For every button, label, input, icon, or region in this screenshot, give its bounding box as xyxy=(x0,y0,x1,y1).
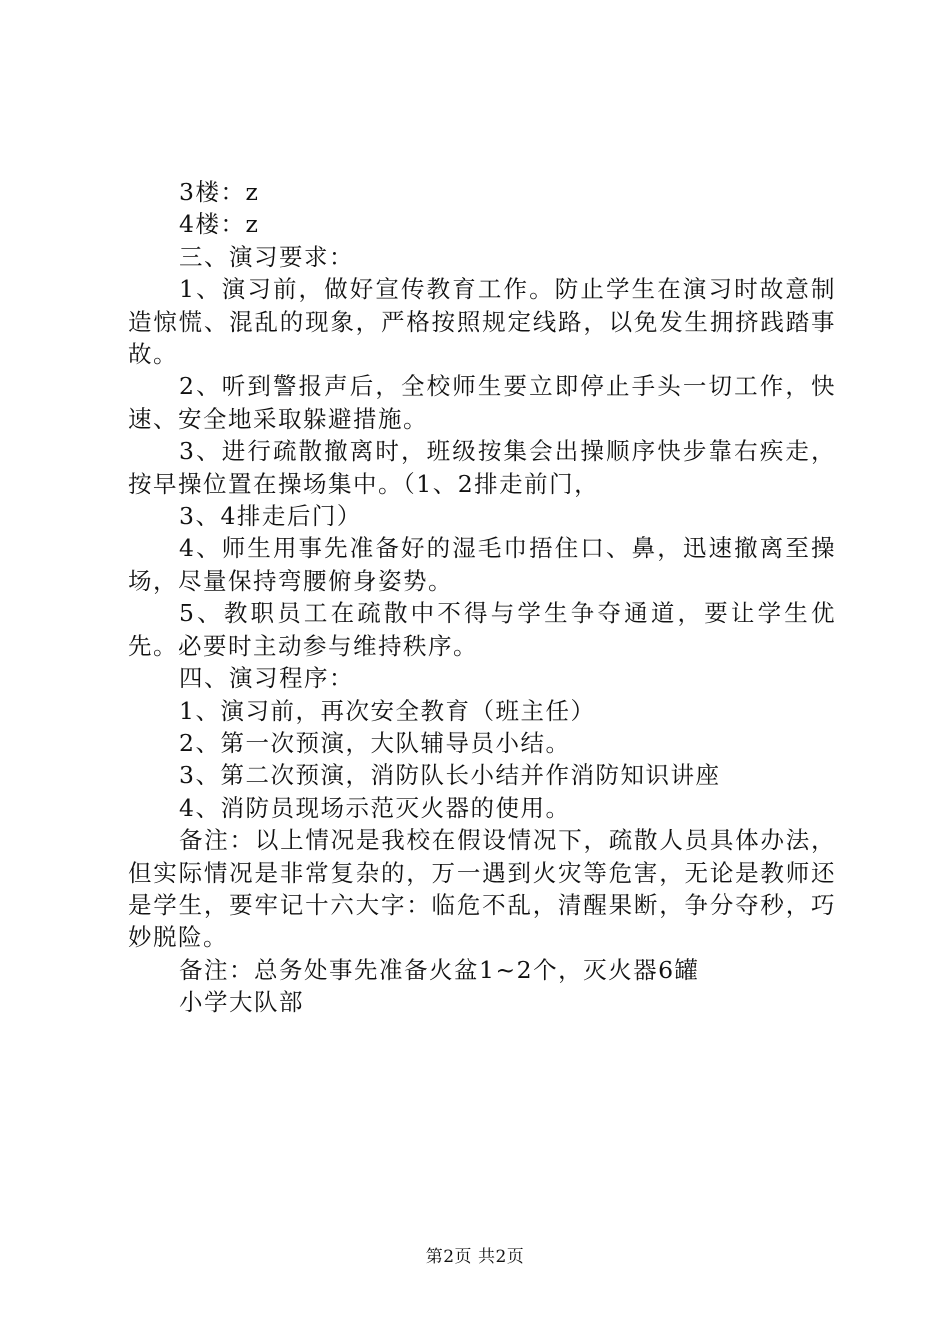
paragraph-floor-3: 3楼：z xyxy=(179,178,260,206)
remark-paragraph-2: 备注：总务处事先准备火盆1~2个，灭火器6罐 xyxy=(179,955,700,984)
page-footer: 第2页 共2页 xyxy=(425,1247,525,1267)
procedure-item-3: 3、第二次预演，消防队长小结并作消防知识讲座 xyxy=(179,761,721,790)
requirement-item-5: 5、教职员工在疏散中不得与学生争夺通道，要让学生优先。必要时主动参与维持秩序。 xyxy=(128,599,836,660)
requirement-item-2: 2、听到警报声后，全校师生要立即停止手头一切工作，快速、安全地采取躲避措施。 xyxy=(128,372,836,433)
paragraph-floor-4: 4楼：z xyxy=(179,210,260,239)
procedure-item-2: 2、第一次预演，大队辅导员小结。 xyxy=(179,728,571,757)
signature-line: 小学大队部 xyxy=(179,988,304,1017)
requirement-item-3-continued: 3、4排走后门） xyxy=(179,502,362,531)
section-heading-requirements: 三、演习要求： xyxy=(179,242,354,271)
document-body xyxy=(128,176,836,1019)
procedure-item-1: 1、演习前，再次安全教育（班主任） xyxy=(179,696,596,725)
remark-paragraph-1: 备注：以上情况是我校在假设情况下，疏散人员具体办法，但实际情况是非常复杂的，万一遇到火灾等危害，无论是教师还是学生，要牢记十六大字：临危不乱，清醒果断，争分夺秒，巧妙脱险。 xyxy=(128,826,836,952)
requirement-item-3: 3、进行疏散撤离时，班级按集会出操顺序快步靠右疾走，按早操位置在操场集中。（1、2排走前门， xyxy=(128,437,836,498)
procedure-item-4: 4、消防员现场示范灭火器的使用。 xyxy=(179,793,571,822)
section-heading-procedure: 四、演习程序： xyxy=(179,664,354,693)
requirement-item-4: 4、师生用事先准备好的湿毛巾捂住口、鼻，迅速撤离至操场，尽量保持弯腰俯身姿势。 xyxy=(128,534,836,595)
requirement-item-1: 1、演习前，做好宣传教育工作。防止学生在演习时故意制造惊慌、混乱的现象，严格按照规定线路，以免发生拥挤践踏事故。 xyxy=(128,275,836,369)
